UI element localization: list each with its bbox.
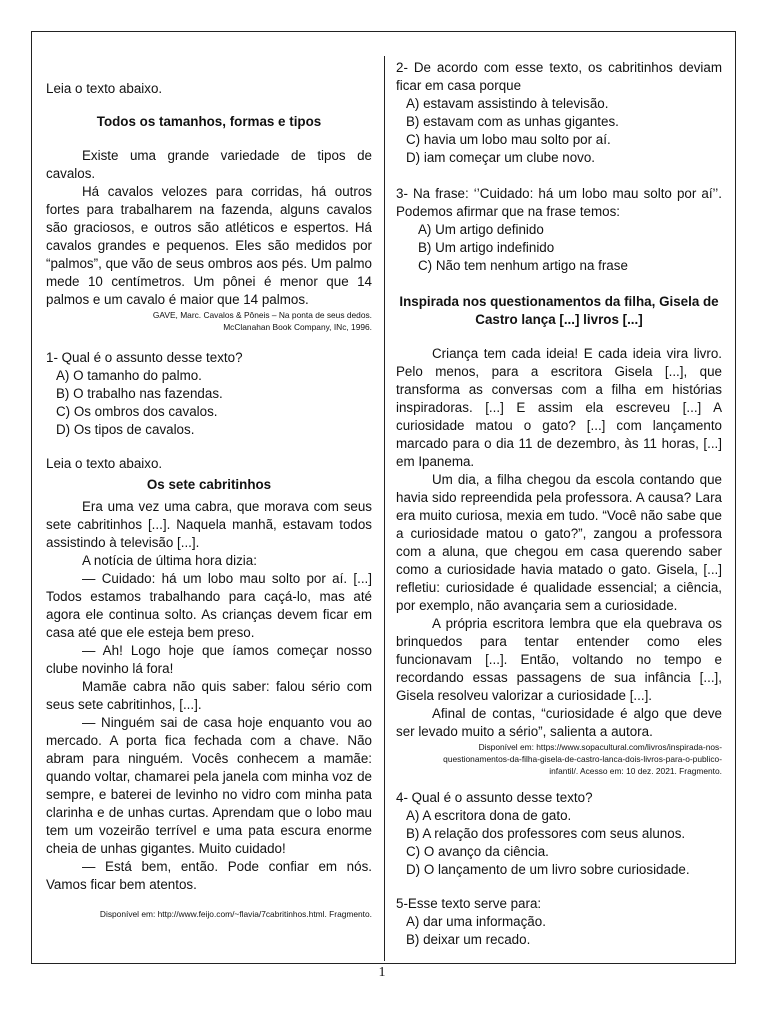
option-item: B) A relação dos professores com seus alunos. xyxy=(406,826,686,841)
option-item: D) iam começar um clube novo. xyxy=(406,150,596,165)
paragraph: A notícia de última hora dizia: xyxy=(82,553,257,568)
option-item: D) Os tipos de cavalos. xyxy=(56,422,195,437)
option-item: A) dar uma informação. xyxy=(406,914,546,929)
option-item: C) O avanço da ciência. xyxy=(406,844,549,859)
paragraph: Era uma vez uma cabra, que morava com seus sete cabritinhos [...]. Naquela manhã, estavam todos assistindo à televisão [...]. xyxy=(46,499,372,550)
paragraph: Afinal de contas, “curiosidade é algo que deve ser levado muito a sério”, salienta a autora. xyxy=(396,706,722,739)
paragraph: Criança tem cada ideia! E cada ideia vira livro. Pelo menos, para a escritora Gisela [...], que transforma as conversas com a filha em histórias inspiradoras. [...] E assim ela escreveu [...] A curiosidade matou o gato? [...] com lançamento marcado para o dia 11 de dezembro, às 11 horas, [...] em Ipanema. xyxy=(396,346,722,469)
text-title-3: Inspirada nos questionamentos da filha, Gisela de Castro lança [...] livros [...] xyxy=(399,294,719,327)
source-credit: McClanahan Book Company, INc, 1996. xyxy=(223,322,372,332)
question-2: 2- De acordo com esse texto, os cabritinhos deviam ficar em casa porque xyxy=(396,60,722,93)
option-item: C) Os ombros dos cavalos. xyxy=(56,404,218,419)
option-item: D) O lançamento de um livro sobre curiosidade. xyxy=(406,862,690,877)
question-5: 5-Esse texto serve para: xyxy=(396,896,542,911)
paragraph: A própria escritora lembra que ela quebrava os brinquedos para tentar entender como eles funcionavam [...]. Então, voltando no tempo e recordando essas passagens de sua infância [...], Gisela resolveu valorizar a curiosidade [...]. xyxy=(396,616,722,703)
left-column xyxy=(46,80,372,920)
option-item: A) O tamanho do palmo. xyxy=(56,368,202,383)
page-number: 1 xyxy=(378,965,386,980)
paragraph: — Está bem, então. Pode confiar em nós. Vamos ficar bem atentos. xyxy=(46,859,372,892)
intro-text-2: Leia o texto abaixo. xyxy=(46,456,163,471)
paragraph: Há cavalos velozes para corridas, há outros fortes para trabalharem na fazenda, alguns cavalos são graciosos, e outros são atléticos e espertos. Há cavalos grandes e pequenos. Eles são medidos por “palmos”, que vão de seus ombros aos pés. Um palmo mede 10 centímetros. Um pônei é menor que 14 palmos e um cavalo é maior que 14 palmos. xyxy=(46,184,372,307)
question-4: 4- Qual é o assunto desse texto? xyxy=(396,790,593,805)
question-3: 3- Na frase: ‘’Cuidado: há um lobo mau solto por aí’’. Podemos afirmar que na frase temos: xyxy=(396,186,722,219)
option-item: B) Um artigo indefinido xyxy=(418,240,555,255)
paragraph: — Cuidado: há um lobo mau solto por aí. [...] Todos estamos trabalhando para caçá-lo, mas até agora ele continua solto. As crianças devem ficar em casa até que ele esteja bem preso. xyxy=(46,571,372,640)
text-title-2: Os sete cabritinhos xyxy=(146,477,272,492)
source-credit: GAVE, Marc. Cavalos & Pôneis – Na ponta de seus dedos. xyxy=(152,310,372,320)
option-item: C) Não tem nenhum artigo na frase xyxy=(418,258,628,273)
option-item: B) estavam com as unhas gigantes. xyxy=(406,114,619,129)
option-item: A) A escritora dona de gato. xyxy=(406,808,572,823)
intro-text-1: Leia o texto abaixo. xyxy=(46,81,163,96)
right-column xyxy=(396,59,722,949)
option-item: A) estavam assistindo à televisão. xyxy=(406,96,609,111)
paragraph: Mamãe cabra não quis saber: falou sério com seus sete cabritinhos, [...]. xyxy=(46,679,372,712)
option-item: C) havia um lobo mau solto por aí. xyxy=(406,132,611,147)
text-title-1: Todos os tamanhos, formas e tipos xyxy=(96,114,322,129)
option-item: A) Um artigo definido xyxy=(418,222,544,237)
source-credit: infantil/. Acesso em: 10 dez. 2021. Fragmento. xyxy=(549,766,722,776)
paragraph: — Ninguém sai de casa hoje enquanto vou ao mercado. A porta fica fechada com a chave. Não abram para ninguém. Vocês conhecem a mamãe: quando voltar, chamarei pela janela com minha voz de sempre, e baterei de levinho no vidro com minha pata clarinha e de unhas curtas. Aprendam que o lobo mau tem um vozeirão terrível e uma pata escura enorme cheia de unhas gigantes. Muito cuidado! xyxy=(46,715,372,856)
column-divider xyxy=(384,56,385,961)
source-credit: Disponível em: https://www.sopacultural.com/livros/inspirada-nos- xyxy=(478,742,722,752)
question-1: 1- Qual é o assunto desse texto? xyxy=(46,350,243,365)
paragraph: Um dia, a filha chegou da escola contando que havia sido repreendida pela professora. A causa? Lara era muito curiosa, mexia em tudo. “Você não sabe que a curiosidade matou o gato?”, zangou a professora com a aluna, que chegou em casa querendo saber como a curiosidade havia matado o gato. Gisela, [...] refletiu: curiosidade é qualidade essencial; a ciência, por exemplo, não avançaria sem a curiosidade. xyxy=(396,472,722,613)
source-credit: questionamentos-da-filha-gisela-de-castro-lanca-dois-livros-para-o-publico- xyxy=(443,754,722,764)
paragraph: — Ah! Logo hoje que íamos começar nosso clube novinho lá fora! xyxy=(46,643,372,676)
option-item: B) deixar um recado. xyxy=(406,932,531,947)
option-item: B) O trabalho nas fazendas. xyxy=(56,386,223,401)
source-credit: Disponível em: http://www.feijo.com/~flavia/7cabritinhos.html. Fragmento. xyxy=(99,909,372,919)
paragraph: Existe uma grande variedade de tipos de cavalos. xyxy=(46,148,372,181)
